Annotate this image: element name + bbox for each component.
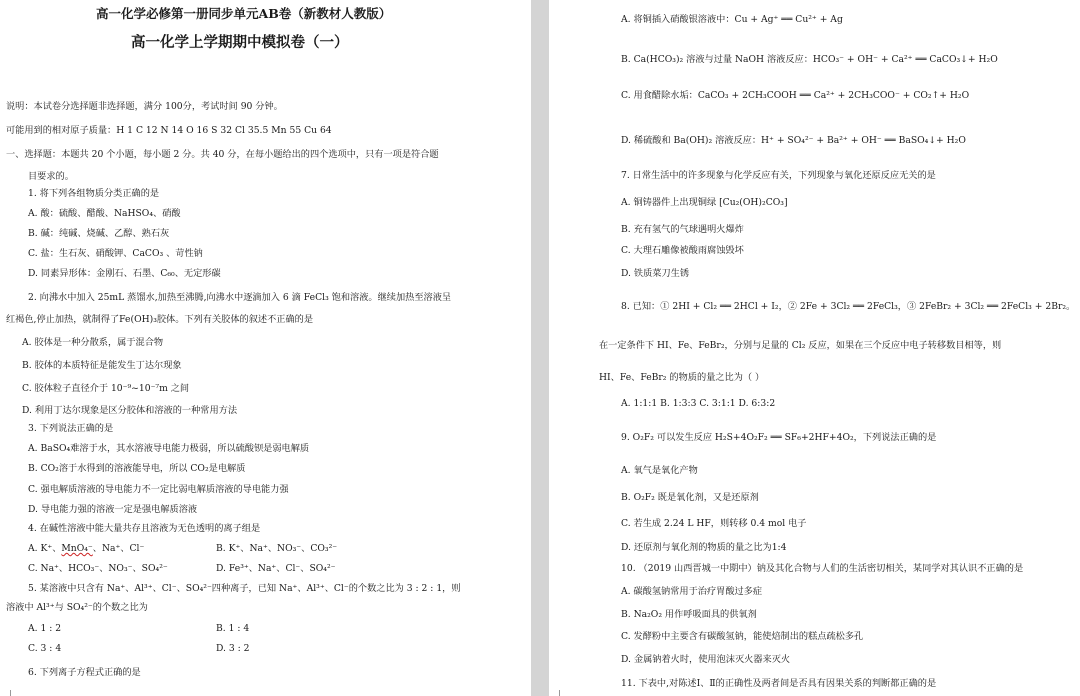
exam-title: 高一化学上学期期中模拟卷（一） [131,34,349,51]
question-10-option-a: A. 碳酸氢钠常用于治疗胃酸过多症 [621,586,763,597]
document-series-title: 高一化学必修第一册同步单元AB卷（新教材人教版） [96,6,392,21]
question-7-option-a: A. 铜铸器件上出现铜绿 [Cu₂(OH)₂CO₃] [621,197,788,208]
question-6-option-a: A. 将铜插入硝酸银溶液中：Cu + Ag⁺ ══ Cu²⁺ + Ag [621,14,843,25]
question-2-stem: 2. 向沸水中加入 25mL 蒸馏水,加热至沸腾,向沸水中逐滴加入 6 滴 FeCl₃ 饱和溶液。继续加热至溶液呈 [28,292,452,303]
page-corner-mark [553,690,560,696]
question-4-stem: 4. 在碱性溶液中能大量共存且溶液为无色透明的离子组是 [28,523,261,534]
question-5-stem-cont: 溶液中 Al³⁺与 SO₄²⁻的个数之比为 [6,602,148,613]
question-1-option-d: D. 同素异形体：金刚石、石墨、C₆₀、无定形碳 [28,268,221,279]
question-2-option-d: D. 利用丁达尔现象是区分胶体和溶液的一种常用方法 [22,405,238,416]
question-1-option-c: C. 盐：生石灰、硝酸钾、CaCO₃ 、苛性钠 [28,248,203,259]
question-8-stem-cont2: HI、Fe、FeBr₂ 的物质的量之比为（ ） [599,372,765,383]
question-8-stem-cont: 在一定条件下 HI、Fe、FeBr₂，分别与足量的 Cl₂ 反应，如果在三个反应中电子转移数目相等，则 [599,340,1002,351]
question-9-option-c: C. 若生成 2.24 L HF，则转移 0.4 mol 电子 [621,518,807,529]
question-6-option-b: B. Ca(HCO₃)₂ 溶液与过量 NaOH 溶液反应：HCO₃⁻ + OH⁻ + Ca²⁺ ══ CaCO₃↓+ H₂O [621,54,998,65]
question-4-option-c: C. Na⁺、HCO₃⁻、NO₃⁻、SO₄²⁻ [28,563,168,574]
question-1-stem: 1. 将下列各组物质分类正确的是 [28,188,160,199]
question-8-options: A. 1:1:1 B. 1:3:3 C. 3:1:1 D. 6:3:2 [621,398,776,409]
question-2-option-b: B. 胶体的本质特征是能发生丁达尔现象 [22,360,182,371]
question-2-option-c: C. 胶体粒子直径介于 10⁻⁹~10⁻⁷m 之间 [22,383,190,394]
question-3-option-a: A. BaSO₄难溶于水，其水溶液导电能力极弱，所以硫酸钡是弱电解质 [28,443,310,454]
question-8-stem: 8. 已知：① 2HI + Cl₂ ══ 2HCl + I₂，② 2Fe + 3Cl₂ ══ 2FeCl₃，③ 2FeBr₂ + 3Cl₂ ══ 2FeCl₃ + 2Br₂。 [621,301,1076,312]
question-3-option-b: B. CO₂溶于水得到的溶液能导电，所以 CO₂是电解质 [28,463,246,474]
question-10-option-d: D. 金属钠着火时，使用泡沫灭火器来灭火 [621,654,791,665]
question-10-stem: 10. （2019 山西晋城一中期中）钠及其化合物与人们的生活密切相关，某同学对其认识不正确的是 [621,563,1024,574]
question-5-option-b: B. 1 : 4 [216,623,250,634]
option-a-prefix: A. K⁺、 [28,543,62,554]
question-9-option-d: D. 还原剂与氧化剂的物质的量之比为1:4 [621,542,787,553]
atomic-masses: 可能用到的相对原子质量：H 1 C 12 N 14 O 16 S 32 Cl 35.5 Mn 55 Cu 64 [6,125,332,136]
question-3-option-d: D. 导电能力强的溶液一定是强电解质溶液 [28,504,198,515]
right-page [549,0,1080,696]
question-4-option-a [28,543,144,555]
question-6-option-c: C. 用食醋除水垢：CaCO₃ + 2CH₃COOH ══ Ca²⁺ + 2CH₃COO⁻ + CO₂↑+ H₂O [621,90,970,101]
section-heading: 一、选择题：本题共 20 个小题，每小题 2 分。共 40 分，在每小题给出的四个选项中，只有一项是符合题 [6,149,439,160]
question-5-stem: 5. 某溶液中只含有 Na⁺、Al³⁺、Cl⁻、SO₄²⁻四种离子，已知 Na⁺、Al³⁺、Cl⁻的个数之比为 3 : 2 : 1，则 [28,583,461,594]
question-9-stem: 9. O₂F₂ 可以发生反应 H₂S+4O₂F₂ ══ SF₆+2HF+4O₂，下列说法正确的是 [621,432,937,443]
question-4-option-d: D. Fe³⁺、Na⁺、Cl⁻、SO₄²⁻ [216,563,336,574]
question-3-option-c: C. 强电解质溶液的导电能力不一定比弱电解质溶液的导电能力强 [28,484,289,495]
exam-instructions: 说明：本试卷分选择题非选择题，满分 100分，考试时间 90 分钟。 [6,101,283,112]
question-6-option-d: D. 稀硫酸和 Ba(OH)₂ 溶液反应：H⁺ + SO₄²⁻ + Ba²⁺ + OH⁻ ══ BaSO₄↓+ H₂O [621,135,966,146]
question-4-option-b: B. K⁺、Na⁺、NO₃⁻、CO₃²⁻ [216,543,338,554]
permanganate-ion: MnO₄⁻ [61,543,93,554]
question-1-option-b: B. 碱：纯碱、烧碱、乙醇、熟石灰 [28,228,170,239]
question-10-option-c: C. 发酵粉中主要含有碳酸氢钠，能使焙制出的糕点疏松多孔 [621,631,864,642]
question-10-option-b: B. Na₂O₂ 用作呼吸面具的供氧剂 [621,609,757,620]
question-9-option-b: B. O₂F₂ 既是氧化剂，又是还原剂 [621,492,759,503]
question-6-stem: 6. 下列离子方程式正确的是 [28,667,141,678]
question-9-option-a: A. 氧气是氧化产物 [621,465,698,476]
question-11-stem: 11. 下表中,对陈述Ⅰ、Ⅱ的正确性及两者间是否具有因果关系的判断都正确的是 [621,678,937,689]
question-1-option-a: A. 酸：硫酸、醋酸、NaHSO₄、硝酸 [28,208,181,219]
question-2-stem-cont: 红褐色,停止加热，就制得了Fe(OH)₃胶体。下列有关胶体的叙述不正确的是 [6,314,314,325]
question-3-stem: 3. 下列说法正确的是 [28,423,114,434]
page-corner-mark [4,690,11,696]
question-7-option-c: C. 大理石雕像被酸雨腐蚀毁坏 [621,245,744,256]
left-page [0,0,531,696]
question-2-option-a: A. 胶体是一种分散系，属于混合物 [22,337,164,348]
question-7-option-b: B. 充有氢气的气球遇明火爆炸 [621,224,744,235]
question-5-option-a: A. 1 : 2 [28,623,62,634]
question-5-option-c: C. 3 : 4 [28,643,62,654]
section-heading-cont: 目要求的。 [28,171,74,182]
question-7-option-d: D. 铁质菜刀生锈 [621,268,690,279]
question-7-stem: 7. 日常生活中的许多现象与化学反应有关，下列现象与氧化还原反应无关的是 [621,170,936,181]
question-5-option-d: D. 3 : 2 [216,643,250,654]
option-a-suffix: 、Na⁺、Cl⁻ [92,543,145,554]
